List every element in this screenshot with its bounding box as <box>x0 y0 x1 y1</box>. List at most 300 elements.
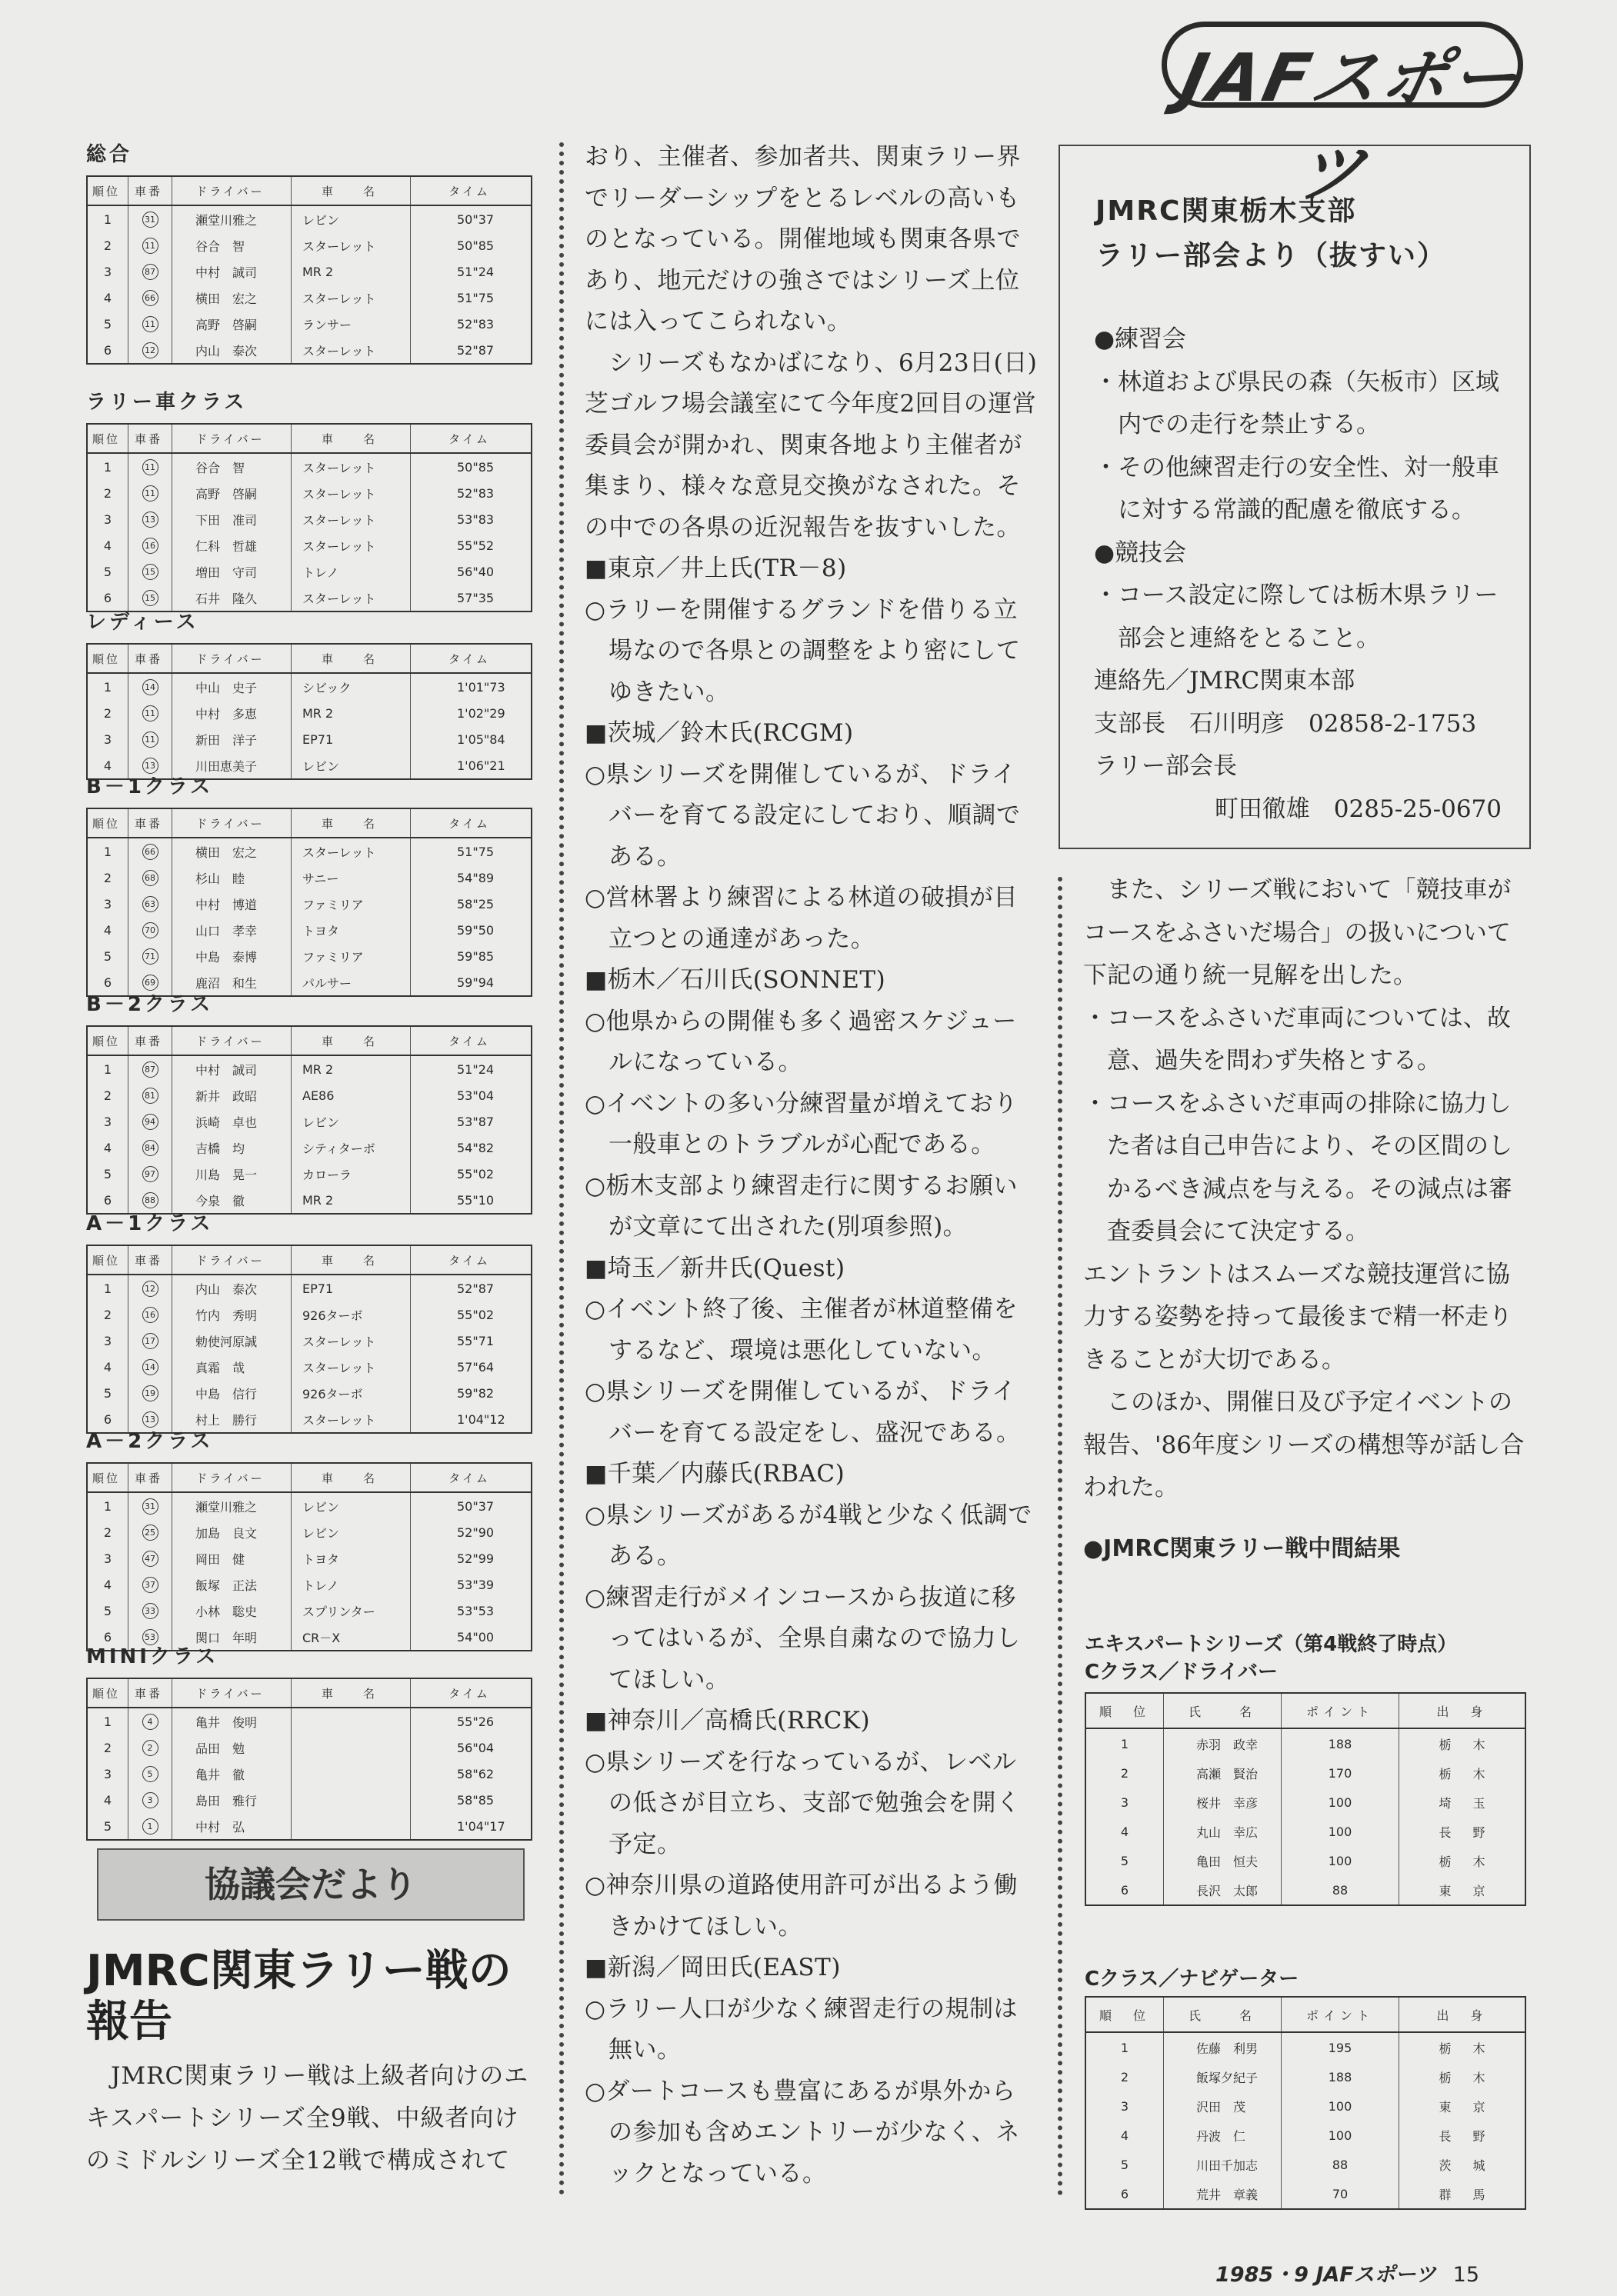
result-cell <box>128 1708 172 1734</box>
points-cell: 195 <box>1282 2032 1399 2062</box>
result-header-cell: タイム <box>411 1245 532 1275</box>
result-cell: 56"04 <box>457 1740 495 1755</box>
table-row <box>87 1734 532 1761</box>
result-cell: 中島 泰博 <box>172 943 292 969</box>
result-cell <box>128 337 172 364</box>
result-header-cell: 順位 <box>87 1678 128 1708</box>
result-cell: 58"62 <box>457 1766 495 1781</box>
result-cell <box>128 1545 172 1571</box>
result-cell: 1'05"84 <box>457 731 505 747</box>
result-cell: 59"85 <box>457 948 495 964</box>
result-cell: 1 <box>87 1492 128 1519</box>
result-cell <box>128 1301 172 1328</box>
result-table-title: B－2クラス <box>86 993 214 1016</box>
middle-paragraph: ○県シリーズがあるが4戦と少なく低調である。 <box>585 1501 1032 1570</box>
result-cell: 2 <box>87 1519 128 1545</box>
table-row <box>87 943 532 969</box>
result-header-cell: ドライバー <box>172 1463 292 1492</box>
result-table-title: 総合 <box>86 143 133 166</box>
result-cell: 横田 宏之 <box>172 838 292 865</box>
result-table-title: A－2クラス <box>86 1430 214 1453</box>
car-number-badge: 33 <box>142 1603 158 1619</box>
result-header-row <box>87 1026 532 1055</box>
middle-paragraph: ■新潟／岡田氏(EAST) <box>585 1954 841 1981</box>
table-row <box>87 1055 532 1082</box>
car-number-badge: 70 <box>142 922 158 938</box>
result-cell: レビン <box>292 1519 411 1545</box>
result-cell: 52"87 <box>457 1281 495 1296</box>
result-header-cell: 車番 <box>128 1463 172 1492</box>
table-row <box>1085 1817 1525 1846</box>
result-cell: 1 <box>87 1055 128 1082</box>
table-row <box>87 480 532 506</box>
right-paragraph: また、シリーズ戦において「競技車がコースをふさいだ場合」の扱いについて下記の通り統一見解を出した。 <box>1083 876 1512 989</box>
column-divider-left <box>559 142 564 2196</box>
result-cell <box>128 205 172 232</box>
notice-line: ラリー部会長 <box>1094 752 1237 780</box>
table-row <box>87 1328 532 1354</box>
car-number-badge: 5 <box>142 1766 158 1782</box>
result-cell: スターレット <box>292 337 411 364</box>
result-cell: シビック <box>292 673 411 700</box>
result-cell: 6 <box>87 585 128 611</box>
result-cell: スターレット <box>292 506 411 532</box>
result-cell: 川島 晃一 <box>172 1161 292 1187</box>
notice-line: ・その他練習走行の安全性、対一般車に対する常識的配慮を徹底する。 <box>1094 453 1499 524</box>
result-cell: 下田 准司 <box>172 506 292 532</box>
car-number-badge: 11 <box>142 316 158 332</box>
car-number-badge: 53 <box>142 1629 158 1645</box>
points-cell: 佐藤 利男 <box>1164 2032 1282 2062</box>
result-cell <box>292 1708 411 1734</box>
result-cell: スターレット <box>292 232 411 258</box>
table-row <box>87 1813 532 1840</box>
result-header-cell: 順位 <box>87 1026 128 1055</box>
expert-series-line-2: Cクラス／ドライバー <box>1085 1661 1279 1684</box>
result-cell: EP71 <box>292 1275 411 1301</box>
result-cell <box>128 1275 172 1301</box>
result-cell: 竹内 秀明 <box>172 1301 292 1328</box>
result-cell: 2 <box>87 232 128 258</box>
result-header-cell: ドライバー <box>172 176 292 205</box>
notice-line: 連絡先／JMRC関東本部 <box>1094 667 1355 695</box>
result-cell: 51"24 <box>457 264 495 279</box>
table-row <box>87 1571 532 1598</box>
points-cell: 東京 <box>1439 2099 1507 2114</box>
car-number-badge: 16 <box>142 1307 158 1323</box>
result-header-cell: 車番 <box>128 1678 172 1708</box>
result-cell: 飯塚 正法 <box>172 1571 292 1598</box>
points-cell: 川田千加志 <box>1164 2150 1282 2179</box>
result-cell: 1 <box>87 1275 128 1301</box>
result-cell: 6 <box>87 1187 128 1214</box>
right-column-text <box>1083 869 1532 1510</box>
result-cell: 谷合 智 <box>172 453 292 480</box>
result-cell <box>128 891 172 917</box>
points-header-cell: 氏 名 <box>1164 1997 1282 2032</box>
table-row <box>87 1275 532 1301</box>
middle-paragraph: ○営林署より練習による林道の破損が目立つとの通達があった。 <box>585 884 1019 953</box>
points-header-cell: ポイント <box>1282 1997 1399 2032</box>
result-header-cell: タイム <box>411 1463 532 1492</box>
result-header-row <box>87 1463 532 1492</box>
table-row <box>87 838 532 865</box>
result-cell <box>128 1108 172 1135</box>
result-cell: 1 <box>87 205 128 232</box>
middle-paragraph: ○イベントの多い分練習量が増えており一般車とのトラブルが心配である。 <box>585 1089 1019 1158</box>
points-cell: 丸山 幸広 <box>1164 1817 1282 1846</box>
result-cell: 54"89 <box>457 870 495 885</box>
table-row <box>1085 1846 1525 1875</box>
result-cell <box>128 1135 172 1161</box>
result-cell: 50"37 <box>457 1498 495 1514</box>
car-number-badge: 37 <box>142 1577 158 1593</box>
result-cell: 中村 多恵 <box>172 700 292 726</box>
result-header-cell: ドライバー <box>172 644 292 673</box>
result-header-cell: 車 名 <box>292 424 411 453</box>
car-number-badge: 19 <box>142 1385 158 1401</box>
result-cell: 3 <box>87 1328 128 1354</box>
result-cell: 亀井 俊明 <box>172 1708 292 1734</box>
result-cell: 926ターボ <box>292 1301 411 1328</box>
result-cell: 926ターボ <box>292 1380 411 1406</box>
table-row <box>87 917 532 943</box>
result-cell: 4 <box>87 1571 128 1598</box>
table-row <box>87 1708 532 1734</box>
result-header-cell: タイム <box>411 1678 532 1708</box>
points-cell: 長野 <box>1439 1824 1507 1840</box>
result-cell: 3 <box>87 891 128 917</box>
car-number-badge: 31 <box>142 212 158 228</box>
result-cell <box>128 1082 172 1108</box>
car-number-badge: 13 <box>142 1411 158 1428</box>
result-table <box>86 808 532 997</box>
points-header-row <box>1085 1997 1525 2032</box>
result-cell: 増田 守司 <box>172 558 292 585</box>
result-cell: 関口 年明 <box>172 1624 292 1651</box>
result-cell: 6 <box>87 969 128 996</box>
car-number-badge: 13 <box>142 758 158 774</box>
points-cell: 長沢 太郎 <box>1164 1875 1282 1905</box>
result-cell <box>128 453 172 480</box>
points-cell: 100 <box>1282 2121 1399 2150</box>
points-cell: 飯塚夕紀子 <box>1164 2062 1282 2091</box>
car-number-badge: 63 <box>142 896 158 912</box>
result-cell <box>128 838 172 865</box>
result-cell: 石井 隆久 <box>172 585 292 611</box>
result-header-cell: 車番 <box>128 644 172 673</box>
result-cell: スターレット <box>292 453 411 480</box>
result-cell: 55"10 <box>457 1192 495 1208</box>
result-table <box>86 1025 532 1215</box>
points-cell: 170 <box>1282 1758 1399 1788</box>
result-cell: 55"52 <box>457 538 495 553</box>
middle-paragraph: ○ラリー人口が少なく練習走行の規制は無い。 <box>585 1994 1019 2064</box>
result-cell <box>128 480 172 506</box>
result-cell: 吉橋 均 <box>172 1135 292 1161</box>
notice-line: 町田徹雄 0285-25-0670 <box>1214 795 1502 823</box>
result-cell: 真霜 哉 <box>172 1354 292 1380</box>
table-row <box>1085 2121 1525 2150</box>
table-row <box>87 1492 532 1519</box>
middle-paragraph: ○県シリーズを開催しているが、ドライバーを育てる設定をし、盛況である。 <box>585 1378 1021 1447</box>
table-row <box>87 673 532 700</box>
result-cell: 6 <box>87 1624 128 1651</box>
result-cell: 村上 勝行 <box>172 1406 292 1433</box>
result-cell <box>128 700 172 726</box>
result-cell: 4 <box>87 285 128 311</box>
result-header-cell: 車番 <box>128 808 172 838</box>
right-paragraph: ・コースをふさいだ車両については、故意、過失を問わず失格とする。 <box>1083 1004 1511 1075</box>
points-cell: 茨城 <box>1439 2158 1507 2173</box>
result-cell <box>128 1571 172 1598</box>
points-header-cell: 順 位 <box>1085 1693 1164 1728</box>
result-cell <box>128 1161 172 1187</box>
notice-line: ・林道および県民の森（矢板市）区域内での走行を禁止する。 <box>1094 368 1499 438</box>
jaf-sports-logo <box>1162 22 1529 212</box>
table-row <box>87 1082 532 1108</box>
result-header-cell: 車番 <box>128 176 172 205</box>
result-cell <box>128 1598 172 1624</box>
points-header-cell: 出 身 <box>1399 1997 1526 2032</box>
result-cell: 島田 雅行 <box>172 1787 292 1813</box>
result-cell: スターレット <box>292 285 411 311</box>
table-row <box>87 1301 532 1328</box>
result-cell: 高野 啓嗣 <box>172 480 292 506</box>
result-cell: スターレット <box>292 1354 411 1380</box>
result-cell: 中村 弘 <box>172 1813 292 1840</box>
result-cell: 5 <box>87 311 128 337</box>
result-table <box>86 175 532 365</box>
result-cell: スターレット <box>292 585 411 611</box>
article-headline <box>86 1946 548 2048</box>
result-cell: 瀬堂川雅之 <box>172 1492 292 1519</box>
result-cell: 54"00 <box>457 1629 495 1645</box>
result-cell <box>128 1328 172 1354</box>
table-row <box>87 506 532 532</box>
result-cell <box>128 1492 172 1519</box>
table-row <box>87 1519 532 1545</box>
result-cell: 52"90 <box>457 1525 495 1540</box>
tochigi-notice-box <box>1059 145 1531 849</box>
result-cell: 3 <box>87 258 128 285</box>
result-cell: ファミリア <box>292 891 411 917</box>
result-header-cell: タイム <box>411 644 532 673</box>
result-cell: 53"39 <box>457 1577 495 1592</box>
result-header-cell: タイム <box>411 176 532 205</box>
result-header-row <box>87 808 532 838</box>
result-cell: 3 <box>87 726 128 752</box>
result-header-cell: 車 名 <box>292 1026 411 1055</box>
result-cell: 中山 史子 <box>172 673 292 700</box>
points-cell: 3 <box>1085 1788 1164 1817</box>
result-header-cell: 順位 <box>87 644 128 673</box>
result-cell: 5 <box>87 1161 128 1187</box>
car-number-badge: 66 <box>142 290 158 306</box>
points-cell: 5 <box>1085 1846 1164 1875</box>
result-cell: 新田 洋子 <box>172 726 292 752</box>
points-cell: 沢田 茂 <box>1164 2091 1282 2121</box>
result-table-title: A－1クラス <box>86 1212 214 1235</box>
result-cell: 5 <box>87 1380 128 1406</box>
result-cell <box>292 1787 411 1813</box>
notice-line: ●練習会 <box>1094 325 1187 353</box>
points-cell: 88 <box>1282 2150 1399 2179</box>
notice-line: ・コース設定に際しては栃木県ラリー部会と連絡をとること。 <box>1094 581 1499 652</box>
car-number-badge: 81 <box>142 1088 158 1104</box>
points-cell: 桜井 幸彦 <box>1164 1788 1282 1817</box>
result-cell: スターレット <box>292 1406 411 1433</box>
result-cell: 2 <box>87 1082 128 1108</box>
result-cell: サニー <box>292 865 411 891</box>
result-cell: 50"37 <box>457 212 495 227</box>
result-cell: 5 <box>87 943 128 969</box>
result-header-cell: 順位 <box>87 808 128 838</box>
car-number-badge: 17 <box>142 1333 158 1349</box>
points-cell: 4 <box>1085 1817 1164 1846</box>
result-cell: 横田 宏之 <box>172 285 292 311</box>
result-header-cell: タイム <box>411 1026 532 1055</box>
result-cell: 高野 啓嗣 <box>172 311 292 337</box>
result-header-cell: 車 名 <box>292 176 411 205</box>
table-row <box>1085 1788 1525 1817</box>
result-cell: 5 <box>87 558 128 585</box>
result-cell: 品田 勉 <box>172 1734 292 1761</box>
headline-line-1: JMRC関東ラリー戦の <box>86 1946 512 1996</box>
car-number-badge: 71 <box>142 948 158 965</box>
table-row <box>87 1787 532 1813</box>
points-cell: 6 <box>1085 2179 1164 2209</box>
result-cell <box>128 1761 172 1787</box>
result-cell: 3 <box>87 1545 128 1571</box>
middle-paragraph: ■埼玉／新井氏(Quest) <box>585 1254 845 1282</box>
result-cell: パルサー <box>292 969 411 996</box>
result-cell: 中島 信行 <box>172 1380 292 1406</box>
points-cell: 栃木 <box>1439 1737 1507 1752</box>
result-cell: 58"85 <box>457 1792 495 1808</box>
car-number-badge: 13 <box>142 512 158 528</box>
result-header-row <box>87 1678 532 1708</box>
table-row <box>87 1354 532 1380</box>
table-row <box>87 1108 532 1135</box>
result-cell: 瀬堂川雅之 <box>172 205 292 232</box>
points-cell: 2 <box>1085 2062 1164 2091</box>
result-cell: トレノ <box>292 1571 411 1598</box>
result-cell: 53"04 <box>457 1088 495 1103</box>
middle-paragraph: ■東京／井上氏(TR－8) <box>585 555 847 582</box>
result-cell: 55"02 <box>457 1307 495 1322</box>
result-cell: 53"87 <box>457 1114 495 1129</box>
expert-series-line-1: エキスパートシリーズ（第4戦終了時点） <box>1085 1633 1458 1656</box>
car-number-badge: 87 <box>142 264 158 280</box>
result-cell: レビン <box>292 1492 411 1519</box>
result-cell: 4 <box>87 752 128 779</box>
points-cell: 70 <box>1282 2179 1399 2209</box>
result-cell <box>128 943 172 969</box>
points-cell: 6 <box>1085 1875 1164 1905</box>
result-cell: 中村 博道 <box>172 891 292 917</box>
article-intro: JMRC関東ラリー戦は上級者向けのエキスパートシリーズ全9戦、中級者向けのミドルシリーズ全12戦で構成されて <box>86 2062 529 2174</box>
car-number-badge: 11 <box>142 485 158 502</box>
result-header-cell: ドライバー <box>172 424 292 453</box>
car-number-badge: 11 <box>142 705 158 721</box>
driver-points-table <box>1085 1692 1526 1906</box>
points-cell: 100 <box>1282 1817 1399 1846</box>
result-table <box>86 423 532 612</box>
points-cell: 荒井 章義 <box>1164 2179 1282 2209</box>
result-cell: 59"94 <box>457 975 495 990</box>
result-cell: 52"83 <box>457 316 495 332</box>
points-cell: 4 <box>1085 2121 1164 2150</box>
headline-line-2: 報告 <box>86 1997 172 2047</box>
result-cell: 53"83 <box>457 512 495 527</box>
table-row <box>87 337 532 364</box>
result-header-cell: ドライバー <box>172 1026 292 1055</box>
table-row <box>87 1135 532 1161</box>
result-cell: トレノ <box>292 558 411 585</box>
result-cell: 5 <box>87 1813 128 1840</box>
middle-paragraph: ○県シリーズを行なっているが、レベルの低さが目立ち、支部で勉強会を開く予定。 <box>585 1748 1021 1858</box>
middle-column <box>585 137 1039 2194</box>
result-cell: 52"83 <box>457 485 495 501</box>
result-header-cell: 車 名 <box>292 1678 411 1708</box>
result-cell: 1'02"29 <box>457 705 505 721</box>
car-number-badge: 16 <box>142 538 158 554</box>
car-number-badge: 87 <box>142 1061 158 1078</box>
car-number-badge: 97 <box>142 1166 158 1182</box>
car-number-badge: 2 <box>142 1740 158 1756</box>
result-cell <box>128 1787 172 1813</box>
notice-line: 支部長 石川明彦 02858-2-1753 <box>1094 709 1477 738</box>
middle-paragraph: ○他県からの開催も多く過密スケジュールになっている。 <box>585 1007 1017 1076</box>
result-cell: 1'04"12 <box>457 1411 505 1427</box>
result-cell: 浜崎 卓也 <box>172 1108 292 1135</box>
points-header-cell: ポイント <box>1282 1693 1399 1728</box>
result-cell: 52"87 <box>457 342 495 358</box>
car-number-badge: 4 <box>142 1714 158 1730</box>
car-number-badge: 14 <box>142 679 158 695</box>
table-row <box>1085 2179 1525 2209</box>
table-row <box>1085 1758 1525 1788</box>
table-row <box>1085 2091 1525 2121</box>
result-header-cell: 車番 <box>128 424 172 453</box>
result-cell: ファミリア <box>292 943 411 969</box>
points-header-row <box>1085 1693 1525 1728</box>
result-cell: トヨタ <box>292 1545 411 1571</box>
points-cell: 丹波 仁 <box>1164 2121 1282 2150</box>
table-row <box>87 1761 532 1787</box>
points-header-cell: 氏 名 <box>1164 1693 1282 1728</box>
notice-body <box>1094 318 1509 831</box>
car-number-badge: 68 <box>142 870 158 886</box>
result-cell <box>292 1734 411 1761</box>
table-row <box>1085 2150 1525 2179</box>
result-cell: 2 <box>87 865 128 891</box>
car-number-badge: 12 <box>142 342 158 358</box>
points-cell: 栃木 <box>1439 2070 1507 2085</box>
result-cell: 2 <box>87 700 128 726</box>
table-row <box>1085 2032 1525 2062</box>
points-cell: 88 <box>1282 1875 1399 1905</box>
result-cell: トヨタ <box>292 917 411 943</box>
middle-paragraph: ■栃木／石川氏(SONNET) <box>585 966 886 994</box>
result-cell: 51"24 <box>457 1061 495 1077</box>
result-table <box>86 1245 532 1434</box>
result-header-row <box>87 644 532 673</box>
result-header-cell: 車 名 <box>292 808 411 838</box>
result-cell: カローラ <box>292 1161 411 1187</box>
points-cell: 3 <box>1085 2091 1164 2121</box>
